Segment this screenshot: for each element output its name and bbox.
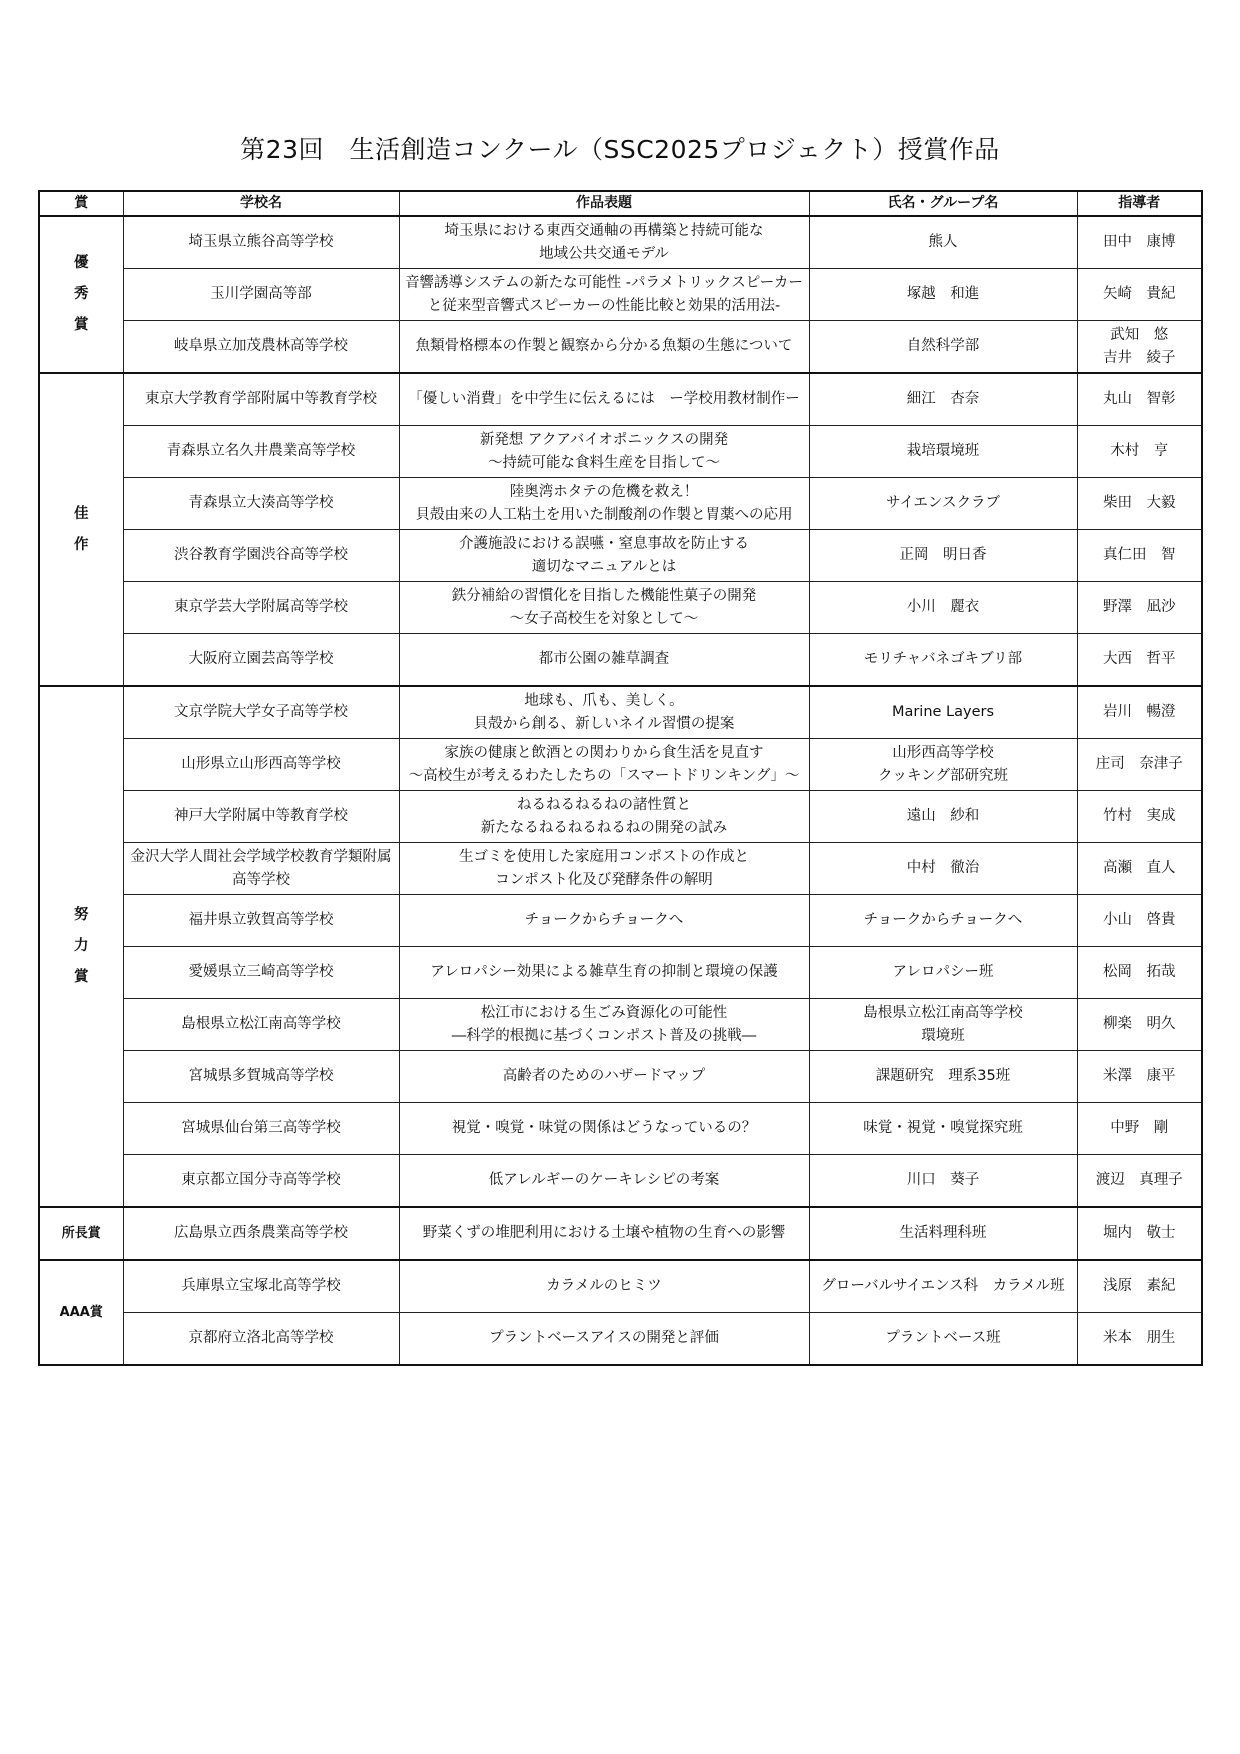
advisor-text: 吉井 綾子 — [1103, 349, 1176, 366]
school-text: 岐阜県立加茂農林高等学校 — [174, 338, 348, 354]
name-text: モリチャバネゴキブリ部 — [863, 651, 1023, 667]
name-text: アレロパシー班 — [892, 964, 994, 980]
school-cell — [123, 1313, 399, 1366]
award-category-cell: 努 力 賞 — [39, 686, 123, 1207]
work-cell — [399, 634, 809, 687]
school-text: 大阪府立園芸高等学校 — [188, 651, 334, 667]
name-text: 生活料理科班 — [899, 1225, 987, 1241]
advisor-cell — [1077, 1155, 1202, 1208]
name-text: 課題研究 理系35班 — [875, 1068, 1011, 1084]
advisor-text: 柴田 大毅 — [1103, 495, 1176, 511]
work-text: 松江市における生ごみ資源化の可能性 — [480, 1004, 728, 1021]
name-text: 正岡 明日香 — [899, 547, 987, 563]
name-text: 環境班 — [921, 1027, 965, 1044]
school-text: 東京都立国分寺高等学校 — [181, 1172, 341, 1188]
school-text: 青森県立大湊高等学校 — [188, 495, 334, 511]
school-cell — [123, 791, 399, 843]
name-text: 塚越 和進 — [906, 286, 980, 302]
school-text: 東京学芸大学附属高等学校 — [174, 599, 348, 615]
school-cell — [123, 1260, 399, 1313]
name-text: 遠山 紗和 — [906, 808, 980, 824]
table-row — [39, 1207, 1202, 1260]
table-row — [39, 216, 1202, 269]
work-text: と従来型音響式スピーカーの性能比較と効果的活用法- — [427, 297, 781, 314]
work-cell — [399, 582, 809, 634]
work-text: カラメルのヒミツ — [546, 1278, 662, 1294]
advisor-cell — [1077, 999, 1202, 1051]
award-category-cell: 所長賞 — [39, 1207, 123, 1260]
work-text: 新発想 アクアバイオポニックスの開発 — [479, 431, 729, 448]
name-text: 小川 麗衣 — [906, 599, 980, 615]
work-text: 介護施設における誤嚥・窒息事故を防止する — [459, 535, 749, 552]
name-text: 味覚・視覚・嗅覚探究班 — [863, 1120, 1023, 1136]
advisor-cell — [1077, 843, 1202, 895]
advisor-cell — [1077, 582, 1202, 634]
work-cell — [399, 999, 809, 1051]
school-cell — [123, 739, 399, 791]
school-text: 埼玉県立熊谷高等学校 — [188, 234, 334, 250]
work-cell — [399, 739, 809, 791]
page-title: 第23回 生活創造コンクール（SSC2025プロジェクト）授賞作品 — [240, 135, 1000, 164]
work-text: チョークからチョークへ — [524, 912, 684, 928]
advisor-text: 柳楽 明久 — [1103, 1016, 1176, 1032]
award-category-cell: 優 秀 賞 — [39, 216, 123, 373]
work-cell — [399, 478, 809, 530]
work-text: 埼玉県における東西交通軸の再構築と持続可能な — [444, 222, 764, 239]
work-text: 生ゴミを使用した家庭用コンポストの作成と — [459, 848, 749, 865]
table-row — [39, 478, 1202, 530]
advisor-text: 岩川 暢澄 — [1103, 704, 1176, 720]
table-row — [39, 582, 1202, 634]
advisor-cell — [1077, 686, 1202, 739]
name-text: 島根県立松江南高等学校 — [863, 1004, 1023, 1021]
name-text: 川口 葵子 — [906, 1172, 980, 1188]
school-text: 島根県立松江南高等学校 — [181, 1016, 341, 1032]
school-text: 文京学院大学女子高等学校 — [174, 704, 348, 720]
school-cell — [123, 530, 399, 582]
name-text: 熊人 — [928, 234, 958, 250]
table-row — [39, 530, 1202, 582]
school-cell — [123, 1103, 399, 1155]
advisor-cell — [1077, 895, 1202, 947]
advisor-cell — [1077, 373, 1202, 426]
advisor-text: 真仁田 智 — [1103, 547, 1176, 563]
advisor-text: 渡辺 真理子 — [1095, 1172, 1183, 1188]
school-cell — [123, 634, 399, 687]
school-text: 宮城県多賀城高等学校 — [188, 1068, 334, 1084]
name-text: 中村 徹治 — [906, 860, 980, 876]
school-text: 渋谷教育学園渋谷高等学校 — [174, 547, 348, 563]
table-row — [39, 686, 1202, 739]
school-cell — [123, 216, 399, 269]
work-text: 鉄分補給の習慣化を目指した機能性菓子の開発 — [451, 587, 757, 604]
school-cell — [123, 1155, 399, 1208]
advisor-cell — [1077, 791, 1202, 843]
advisor-cell — [1077, 1051, 1202, 1103]
name-cell — [809, 1155, 1077, 1208]
advisor-text: 丸山 智彰 — [1103, 391, 1176, 407]
name-text: 山形西高等学校 — [892, 744, 994, 761]
name-text: Marine Layers — [891, 704, 995, 720]
advisor-cell — [1077, 321, 1202, 374]
work-text: 魚類骨格標本の作製と観察から分かる魚類の生態について — [415, 338, 793, 354]
school-cell — [123, 895, 399, 947]
school-cell — [123, 426, 399, 478]
advisor-text: 武知 悠 — [1110, 326, 1169, 343]
work-cell — [399, 895, 809, 947]
name-text: グローバルサイエンス科 カラメル班 — [821, 1278, 1065, 1294]
work-text: 地域公共交通モデル — [539, 245, 669, 262]
name-cell — [809, 999, 1077, 1051]
award-category-cell: AAA賞 — [39, 1260, 123, 1365]
name-text: 自然科学部 — [906, 338, 980, 354]
work-cell — [399, 426, 809, 478]
advisor-text: 松岡 拓哉 — [1103, 964, 1176, 980]
work-text: 音響誘導システムの新たな可能性 -パラメトリックスピーカー — [405, 274, 803, 291]
work-text: ～女子高校生を対象として～ — [509, 610, 699, 627]
school-cell — [123, 582, 399, 634]
name-cell — [809, 1103, 1077, 1155]
work-text: 視覚・嗅覚・味覚の関係はどうなっているの？ — [451, 1120, 757, 1136]
advisor-cell — [1077, 269, 1202, 321]
table-row — [39, 947, 1202, 999]
school-cell — [123, 373, 399, 426]
advisor-text: 浅原 素紀 — [1103, 1278, 1176, 1294]
table-row — [39, 1051, 1202, 1103]
table-row — [39, 1103, 1202, 1155]
work-cell — [399, 1260, 809, 1313]
work-cell — [399, 1313, 809, 1366]
advisor-text: 小山 啓貴 — [1103, 912, 1176, 928]
school-text: 東京大学教育学部附属中等教育学校 — [145, 391, 377, 407]
advisor-cell — [1077, 426, 1202, 478]
advisor-text: 木村 亨 — [1110, 443, 1169, 459]
table-row — [39, 843, 1202, 895]
table-row — [39, 999, 1202, 1051]
work-cell — [399, 1207, 809, 1260]
name-cell — [809, 791, 1077, 843]
award-category-cell: 佳 作 — [39, 373, 123, 686]
work-text: 適切なマニュアルとは — [531, 558, 677, 575]
name-text: 栽培環境班 — [906, 443, 980, 459]
advisor-cell — [1077, 478, 1202, 530]
advisor-text: 野澤 凪沙 — [1103, 599, 1176, 615]
advisor-cell — [1077, 216, 1202, 269]
name-cell — [809, 1207, 1077, 1260]
advisor-cell — [1077, 634, 1202, 687]
school-cell — [123, 269, 399, 321]
school-text: 金沢大学人間社会学域学校教育学類附属 — [130, 848, 392, 865]
table-row — [39, 1260, 1202, 1313]
table-row — [39, 373, 1202, 426]
work-text: 新たなるねるねるねるねの開発の試み — [480, 819, 728, 836]
work-text: ねるねるねるねの諸性質と — [517, 796, 691, 813]
table-row — [39, 791, 1202, 843]
work-text: 低アレルギーのケーキレシピの考案 — [488, 1172, 720, 1188]
school-text: 福井県立敦賀高等学校 — [188, 912, 334, 928]
table-row — [39, 1155, 1202, 1208]
school-text: 宮城県仙台第三高等学校 — [181, 1120, 341, 1136]
table-row — [39, 739, 1202, 791]
advisor-cell — [1077, 1103, 1202, 1155]
name-cell — [809, 686, 1077, 739]
advisor-text: 米本 朋生 — [1103, 1330, 1176, 1346]
work-text: 家族の健康と飲酒との関わりから食生活を見直す — [444, 744, 764, 761]
advisor-cell — [1077, 1207, 1202, 1260]
work-cell — [399, 686, 809, 739]
name-cell — [809, 373, 1077, 426]
school-text: 京都府立洛北高等学校 — [188, 1330, 334, 1346]
work-cell — [399, 269, 809, 321]
school-cell — [123, 478, 399, 530]
header-name: 氏名・グループ名 — [809, 191, 1077, 216]
school-text: 山形県立山形西高等学校 — [181, 756, 341, 772]
school-cell — [123, 686, 399, 739]
awards-table — [38, 190, 1203, 1366]
name-cell — [809, 530, 1077, 582]
name-cell — [809, 1260, 1077, 1313]
work-cell — [399, 530, 809, 582]
advisor-text: 大西 哲平 — [1103, 651, 1176, 667]
advisor-text: 田中 康博 — [1103, 234, 1176, 250]
work-cell — [399, 791, 809, 843]
school-cell — [123, 999, 399, 1051]
name-text: プラントベース班 — [885, 1330, 1001, 1346]
advisor-text: 竹村 実成 — [1103, 808, 1176, 824]
table-row — [39, 1313, 1202, 1366]
table-row — [39, 634, 1202, 687]
header-work: 作品表題 — [399, 191, 809, 216]
work-text: 貝殻由来の人工粘土を用いた制酸剤の作製と胃薬への応用 — [415, 506, 793, 523]
work-cell — [399, 373, 809, 426]
school-text: 玉川学園高等部 — [210, 286, 312, 302]
work-text: プラントベースアイスの開発と評価 — [489, 1330, 719, 1346]
work-text: ～持続可能な食料生産を目指して～ — [488, 454, 720, 471]
work-cell — [399, 1103, 809, 1155]
name-text: サイエンスクラブ — [886, 495, 1000, 511]
header-award: 賞 — [39, 191, 123, 216]
work-cell — [399, 947, 809, 999]
work-text: 野菜くずの堆肥利用における土壌や植物の生育への影響 — [422, 1225, 786, 1241]
name-text: クッキング部研究班 — [877, 767, 1009, 784]
name-cell — [809, 269, 1077, 321]
name-cell — [809, 1051, 1077, 1103]
name-cell — [809, 1313, 1077, 1366]
advisor-text: 中野 剛 — [1110, 1120, 1169, 1136]
work-text: 都市公園の雑草調査 — [538, 651, 670, 667]
work-text: ～高校生が考えるわたしたちの「スマートドリンキング」～ — [408, 767, 800, 784]
school-cell — [123, 843, 399, 895]
name-text: 細江 杏奈 — [906, 391, 980, 407]
header-advisor: 指導者 — [1077, 191, 1202, 216]
work-text: ―科学的根拠に基づくコンポスト普及の挑戦― — [451, 1027, 757, 1044]
advisor-cell — [1077, 1313, 1202, 1366]
work-text: 陸奥湾ホタテの危機を救え！ — [509, 483, 699, 500]
table-row — [39, 321, 1202, 374]
school-text: 神戸大学附属中等教育学校 — [174, 808, 348, 824]
name-cell — [809, 582, 1077, 634]
school-text: 高等学校 — [232, 871, 290, 888]
name-cell — [809, 216, 1077, 269]
work-text: 高齢者のためのハザードマップ — [502, 1068, 706, 1084]
table-header-row — [39, 191, 1202, 216]
school-text: 兵庫県立宝塚北高等学校 — [181, 1278, 341, 1294]
name-cell — [809, 634, 1077, 687]
work-cell — [399, 216, 809, 269]
advisor-cell — [1077, 530, 1202, 582]
school-cell — [123, 321, 399, 374]
name-cell — [809, 947, 1077, 999]
school-text: 広島県立西条農業高等学校 — [174, 1225, 348, 1241]
advisor-text: 米澤 康平 — [1103, 1068, 1176, 1084]
work-cell — [399, 843, 809, 895]
work-text: アレロパシー効果による雑草生育の抑制と環境の保護 — [430, 964, 778, 980]
advisor-text: 堀内 敬士 — [1103, 1225, 1176, 1241]
name-cell — [809, 739, 1077, 791]
table-row — [39, 426, 1202, 478]
school-cell — [123, 947, 399, 999]
advisor-text: 庄司 奈津子 — [1095, 756, 1183, 772]
name-text: チョークからチョークへ — [863, 912, 1023, 928]
name-cell — [809, 321, 1077, 374]
table-row — [39, 895, 1202, 947]
name-cell — [809, 895, 1077, 947]
work-text: 貝殻から創る、新しいネイル習慣の提案 — [473, 715, 735, 732]
name-cell — [809, 426, 1077, 478]
school-text: 青森県立名久井農業高等学校 — [166, 443, 356, 459]
advisor-text: 高瀬 直人 — [1103, 860, 1176, 876]
header-school: 学校名 — [123, 191, 399, 216]
work-text: 「優しい消費」を中学生に伝えるには ー学校用教材制作ー — [408, 391, 800, 407]
school-cell — [123, 1051, 399, 1103]
name-cell — [809, 478, 1077, 530]
school-cell — [123, 1207, 399, 1260]
work-cell — [399, 1051, 809, 1103]
work-text: コンポスト化及び発酵条件の解明 — [495, 871, 713, 888]
advisor-cell — [1077, 947, 1202, 999]
advisor-cell — [1077, 739, 1202, 791]
name-cell — [809, 843, 1077, 895]
advisor-cell — [1077, 1260, 1202, 1313]
school-text: 愛媛県立三崎高等学校 — [188, 964, 334, 980]
work-cell — [399, 321, 809, 374]
advisor-text: 矢崎 貴紀 — [1103, 286, 1176, 302]
awards-body — [39, 216, 1202, 1365]
work-text: 地球も、爪も、美しく。 — [524, 692, 684, 709]
work-cell — [399, 1155, 809, 1208]
table-row — [39, 269, 1202, 321]
